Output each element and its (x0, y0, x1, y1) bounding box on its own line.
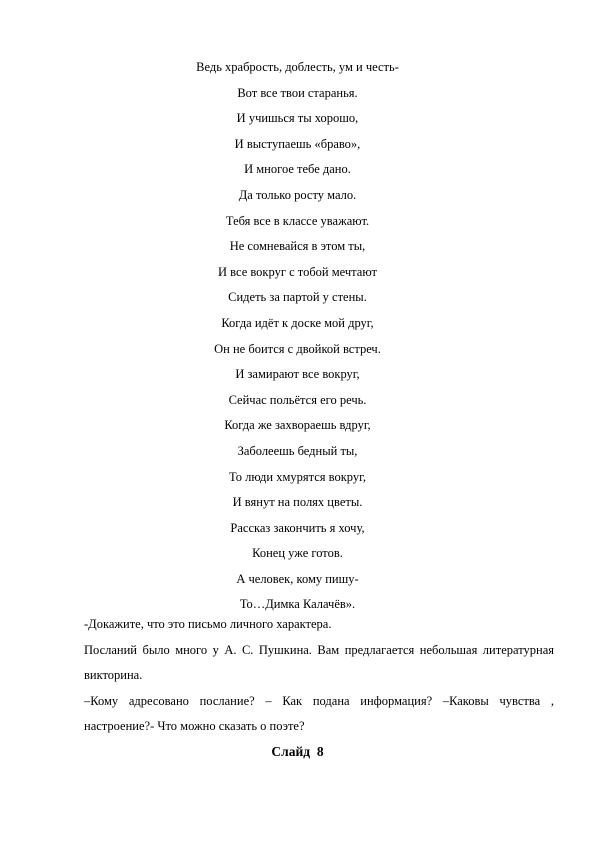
poem-line: Когда идёт к доске мой друг, (221, 315, 374, 330)
poem-line: То…Димка Калачёв». (239, 597, 356, 612)
poem-line: То люди хмурятся вокруг, (229, 469, 366, 484)
poem-line: Когда же захвораешь вдруг, (224, 418, 371, 433)
poem-line: И вянут на полях цветы. (232, 495, 363, 510)
quiz-intro: Посланий было много у А. С. Пушкина. Вам предлагается небольшая литературная викторина. (84, 642, 554, 683)
poem-line: Он не боится с двойкой встреч. (214, 341, 381, 356)
slide-label: Слайд 8 (271, 744, 324, 759)
poem-line: Ведь храбрость, доблесть, ум и честь- (196, 60, 399, 74)
poem-line: Сидеть за партой у стены. (228, 290, 367, 305)
poem-line: И учишься ты хорошо, (236, 111, 359, 126)
prose-block (84, 612, 554, 740)
poem-line: И многое тебе дано. (244, 162, 351, 177)
poem-block (0, 55, 595, 618)
poem-line: И замирают все вокруг, (235, 367, 360, 382)
poem-line: Не сомневайся в этом ты, (229, 239, 366, 254)
poem-line: Рассказ закончить я хочу, (230, 520, 365, 535)
poem-line: Конец уже готов. (252, 546, 343, 561)
poem-line: А человек, кому пишу- (236, 571, 359, 586)
poem-line: Заболеешь бедный ты, (237, 443, 358, 458)
poem-line: Да только росту мало. (238, 187, 357, 202)
poem-line: Сейчас польётся его речь. (228, 392, 367, 407)
poem-line: И все вокруг с тобой мечтают (218, 264, 377, 279)
quiz-questions: –Кому адресовано послание? – Как подана информация? –Каковы чувства , настроение?- Что можно сказать о поэте? (84, 693, 554, 734)
poem-line: И выступаешь «браво», (234, 136, 361, 151)
poem-line: Вот все твои старанья. (237, 85, 358, 100)
poem-line: Тебя все в классе уважают. (225, 213, 370, 228)
task-prompt: -Докажите, что это письмо личного характера. (84, 617, 332, 631)
